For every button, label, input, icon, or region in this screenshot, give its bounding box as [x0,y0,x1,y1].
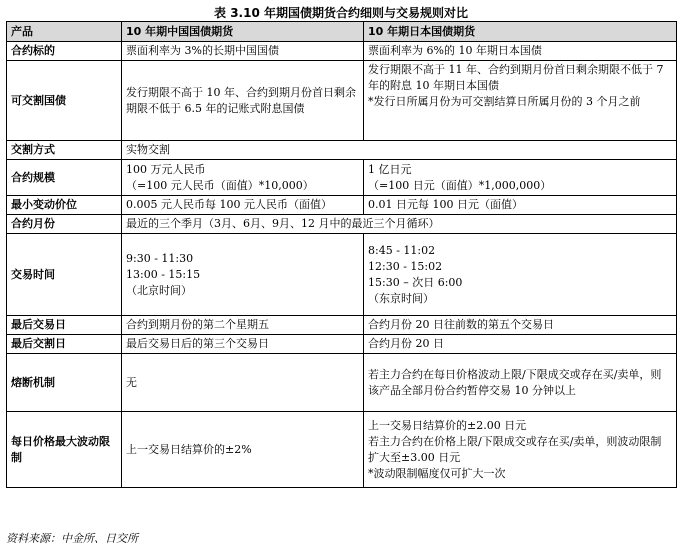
china-cell: 100 万元人民币 （=100 元人民币（面值）*10,000） [122,160,364,196]
row-label: 最小变动价位 [7,196,122,215]
merged-cell: 最近的三个季月（3月、6月、9月、12 月中的最近三个月循环） [122,215,677,234]
china-cell: 9:30 - 11:30 13:00 - 15:15 （北京时间） [122,234,364,316]
table-row [7,160,677,196]
table-title: 表 3.10 年期国债期货合约细则与交易规则对比 [214,6,468,20]
japan-cell: 发行期限不高于 11 年、合约到期月份首日剩余期限不低于 7年的附息 10 年期日本国债 *发行日所属月份为可交割结算日所属月份的 3 个月之前 [364,61,677,141]
row-label: 合约月份 [7,215,122,234]
table-row [7,215,677,234]
header-china: 10 年期中国国债期货 [122,22,364,42]
table-row [7,335,677,354]
table-row [7,42,677,61]
table-row [7,141,677,160]
japan-cell: 合约月份 20 日往前数的第五个交易日 [364,316,677,335]
china-cell: 最后交易日后的第三个交易日 [122,335,364,354]
china-cell: 0.005 元人民币每 100 元人民币（面值） [122,196,364,215]
row-label: 交易时间 [7,234,122,316]
china-cell: 发行期限不高于 10 年、合约到期月份首日剩余期限不低于 6.5 年的记账式附息国债 [122,61,364,141]
table-row [7,196,677,215]
japan-cell: 票面利率为 6%的 10 年期日本国债 [364,42,677,61]
row-label: 交割方式 [7,141,122,160]
row-label: 合约规模 [7,160,122,196]
row-label: 合约标的 [7,42,122,61]
table-row [7,412,677,488]
china-cell: 票面利率为 3%的长期中国国债 [122,42,364,61]
china-cell: 上一交易日结算价的±2% [122,412,364,488]
row-label: 最后交割日 [7,335,122,354]
japan-cell: 8:45 - 11:02 12:30 - 15:02 15:30 – 次日 6:00 （东京时间） [364,234,677,316]
row-label: 可交割国债 [7,61,122,141]
china-cell: 合约到期月份的第二个星期五 [122,316,364,335]
japan-cell: 上一交易日结算价的±2.00 日元 若主力合约在价格上限/下限成交或存在买/卖单，则波动限制扩大至±3.00 日元 *波动限制幅度仅可扩大一次 [364,412,677,488]
row-label: 每日价格最大波动限制 [7,412,122,488]
japan-cell: 0.01 日元每 100 日元（面值） [364,196,677,215]
table-row [7,61,677,141]
row-label: 最后交易日 [7,316,122,335]
header-japan: 10 年期日本国债期货 [364,22,677,42]
japan-cell: 若主力合约在每日价格波动上限/下限成交或存在买/卖单，则该产品全部月份合约暂停交易 10 分钟以上 [364,354,677,412]
table-row [7,354,677,412]
header-row [7,22,677,42]
comparison-table [6,21,677,488]
table-row [7,234,677,316]
china-cell: 无 [122,354,364,412]
source-note: 资料来源：中金所、日交所 [6,532,138,545]
row-label: 熔断机制 [7,354,122,412]
merged-cell: 实物交割 [122,141,677,160]
header-product: 产品 [7,22,122,42]
table-row [7,316,677,335]
japan-cell: 合约月份 20 日 [364,335,677,354]
japan-cell: 1 亿日元 （=100 日元（面值）*1,000,000） [364,160,677,196]
